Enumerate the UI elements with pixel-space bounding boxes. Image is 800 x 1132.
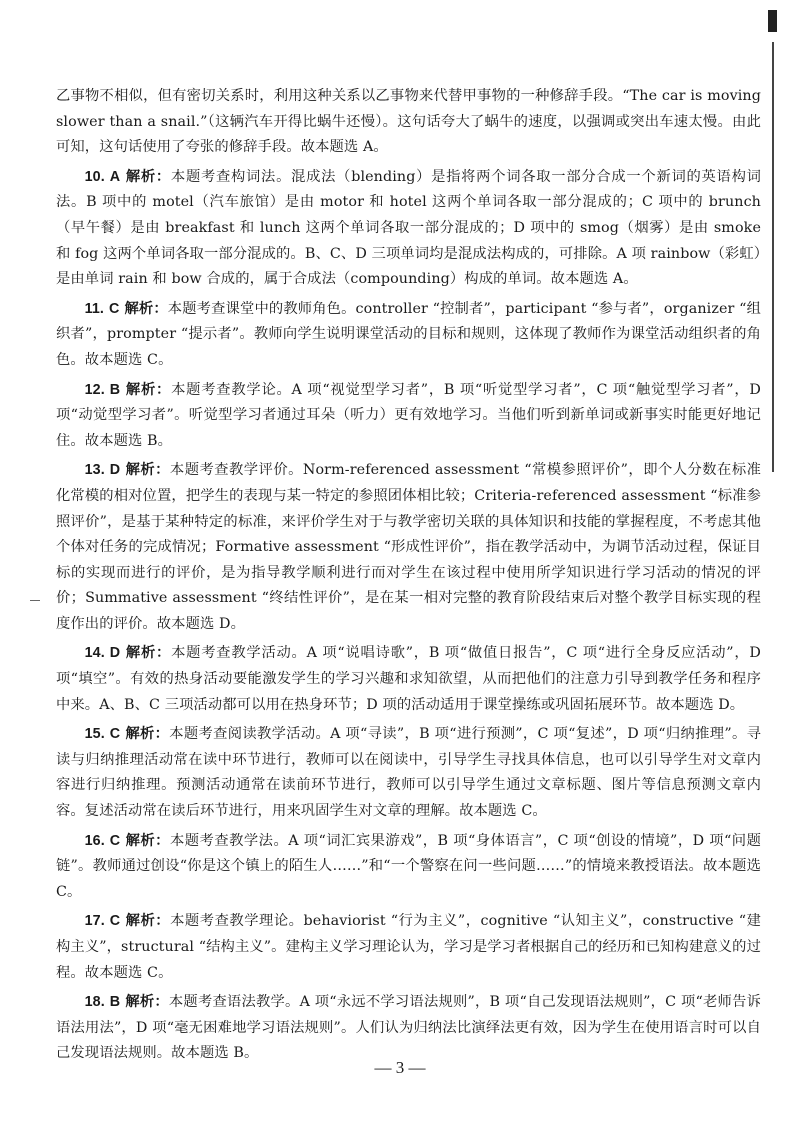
analysis-label: 解析：	[125, 913, 171, 930]
analysis-text: 本题考查教学评价。Norm-referenced assessment “常模参照评价”，即个人分数在标准化常模的相对位置，把学生的表现与某一特定的参照团体相比较；Criteria-referenced assessment “标准参照评价”，是基于某种特定的标准，来评价学生对于与教学密切关联的具体知识和技能的掌握程度，不考虑其他个体对任务的完成情况；Formative assessment “形成性评价”，指在教学活动中，为调节活动过程，保证目标的实现而进行的评价，是为指导教学顺利进行而对学生在该过程中使用所学知识进行学习活动的情况的评价；Summative assessment “终结性评价”，是在某一相对完整的教育阶段结束后对整个教学目标实现的程度作出的评价。故本题选 D。	[56, 462, 761, 632]
answer-item	[56, 829, 761, 906]
intro-paragraph: 乙事物不相似，但有密切关系时，利用这种关系以乙事物来代替甲事物的一种修辞手段。“The car is moving slower than a snail.”（这辆汽车开得比蜗牛还慢）。这句话夸大了蜗牛的速度，以强调或突出车速太慢。由此可知，这句话使用了夸张的修辞手段。故本题选 A。	[56, 88, 761, 156]
analysis-text: 本题考查构词法。混成法（blending）是指将两个词各取一部分合成一个新词的英语构词法。B 项中的 motel（汽车旅馆）是由 motor 和 hotel 这两个单词各取一部分混成的；C 项中的 brunch（早午餐）是由 breakfast 和 lunch 这两个单词各取一部分混成的；D 项中的 smog（烟雾）是由 smoke 和 fog 这两个单词各取一部分混成的。B、C、D 三项单词均是混成法构成的，可排除。A 项 rainbow（彩虹）是由单词 rain 和 bow 合成的，属于合成法（compounding）构成的单词。故本题选 A。	[56, 168, 761, 288]
analysis-label: 解析：	[125, 168, 171, 185]
question-number: 14.	[84, 645, 105, 662]
answer-letter: C	[108, 300, 120, 317]
analysis-text: 本题考查教学活动。A 项“说唱诗歌”，B 项“做值日报告”，C 项“进行全身反应活动”，D 项“填空”。有效的热身活动要能激发学生的学习兴趣和求知欲望，从而把他们的注意力引导到教学任务和程序中来。A、B、C 三项活动都可以用在热身环节；D 项的活动适用于课堂操练或巩固拓展环节。故本题选 D。	[56, 645, 762, 713]
answer-item	[56, 722, 761, 824]
answer-letter: B	[109, 381, 121, 398]
question-number: 15.	[84, 726, 105, 743]
answer-item	[56, 165, 761, 293]
scan-margin-tick	[30, 600, 40, 601]
answer-letter: C	[109, 913, 121, 930]
question-number: 10.	[84, 168, 105, 185]
answer-item	[56, 990, 761, 1067]
answer-item	[56, 641, 761, 718]
answer-letter: C	[109, 726, 121, 743]
scan-edge-line	[772, 42, 774, 472]
analysis-text: 本题考查教学论。A 项“视觉型学习者”，B 项“听觉型学习者”，C 项“触觉型学习者”，D 项“动觉型学习者”。听觉型学习者通过耳朵（听力）更有效地学习。当他们听到新单词或新事实时能更好地记住。故本题选 B。	[56, 381, 762, 449]
analysis-label: 解析：	[125, 994, 169, 1011]
question-number: 17.	[84, 913, 105, 930]
answer-item	[56, 909, 761, 986]
analysis-text: 本题考查课堂中的教师角色。controller “控制者”，participant “参与者”，organizer “组织者”，prompter “提示者”。教师向学生说明课堂活动的目标和规则，这体现了教师作为课堂活动组织者的角色。故本题选 C。	[56, 300, 761, 368]
answer-item	[56, 458, 761, 637]
analysis-text: 本题考查教学理论。behaviorist “行为主义”，cognitive “认知主义”，constructive “建构主义”，structural “结构主义”。建构主义学习理论认为，学习是学习者根据自己的经历和已知构建意义的过程。故本题选 C。	[56, 913, 761, 981]
question-number: 13.	[84, 462, 105, 479]
analysis-label: 解析：	[125, 726, 170, 743]
question-number: 18.	[84, 994, 105, 1011]
analysis-label: 解析：	[125, 832, 170, 849]
question-number: 11.	[84, 300, 104, 317]
analysis-label: 解析：	[124, 300, 168, 317]
question-number: 16.	[84, 832, 105, 849]
answer-letter: B	[109, 994, 121, 1011]
document-body	[56, 84, 761, 1071]
answer-letter: D	[109, 645, 121, 662]
answer-item	[56, 378, 761, 455]
answer-list	[56, 165, 761, 1067]
question-number: 12.	[84, 381, 105, 398]
analysis-label: 解析：	[125, 381, 172, 398]
answer-letter: C	[109, 832, 121, 849]
answer-item	[56, 297, 761, 374]
analysis-text: 本题考查阅读教学活动。A 项“寻读”，B 项“进行预测”，C 项“复述”，D 项“归纳推理”。寻读与归纳推理活动常在读中环节进行，教师可以在阅读中，引导学生寻找具体信息，也可以引导学生对文章内容进行归纳推理。预测活动通常在读前环节进行，教师可以引导学生通过文章标题、图片等信息预测文章内容。复述活动常在读后环节进行，用来巩固学生对文章的理解。故本题选 C。	[56, 726, 761, 820]
analysis-text: 本题考查教学法。A 项“词汇宾果游戏”，B 项“身体语言”，C 项“创设的情境”，D 项“问题链”。教师通过创设“你是这个镇上的陌生人……”和“一个警察在问一些问题……”的情境来教授语法。故本题选 C。	[56, 832, 761, 900]
analysis-text: 本题考查语法教学。A 项“永远不学习语法规则”，B 项“自己发现语法规则”，C 项“老师告诉语法用法”，D 项“毫无困难地学习语法规则”。人们认为归纳法比演绎法更有效，因为学生在使用语言时可以自己发现语法规则。故本题选 B。	[56, 994, 761, 1062]
answer-letter: A	[109, 168, 121, 185]
scan-edge-mark	[768, 10, 777, 32]
analysis-label: 解析：	[125, 645, 172, 662]
page-number: — 3 —	[374, 1058, 426, 1077]
analysis-label: 解析：	[125, 462, 170, 479]
answer-letter: D	[109, 462, 121, 479]
